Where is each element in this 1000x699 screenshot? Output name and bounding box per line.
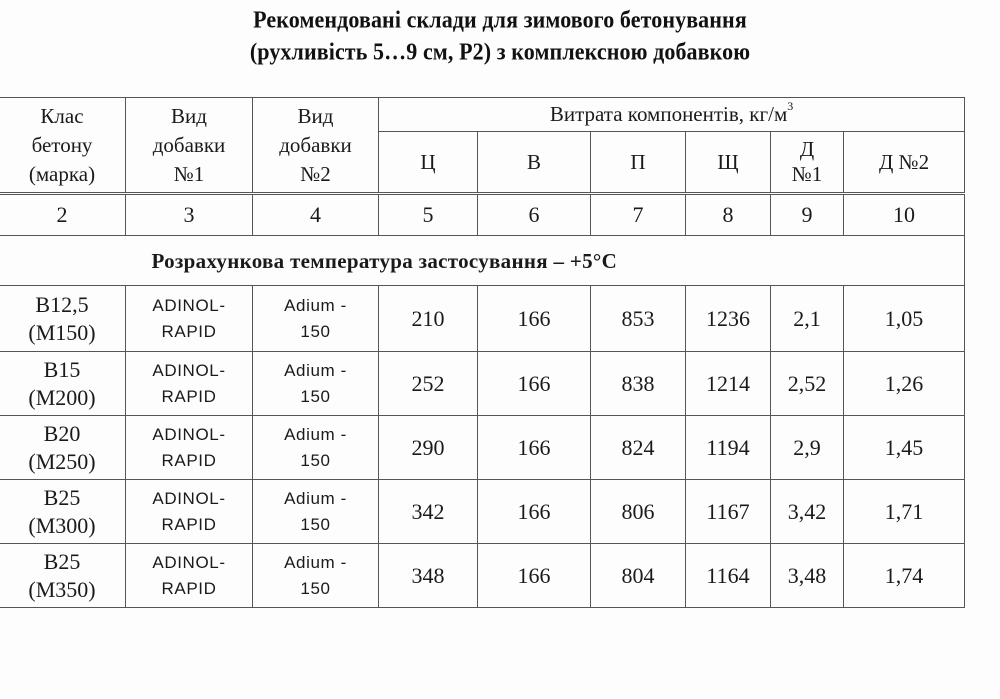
sand: 824 [591, 416, 686, 480]
water: 166 [478, 544, 591, 608]
table-row [0, 544, 965, 608]
water: 166 [478, 480, 591, 544]
header-additive-d1: Д №1 [771, 132, 844, 194]
header-water: В [478, 132, 591, 194]
additive-d1: 3,42 [771, 480, 844, 544]
water: 166 [478, 352, 591, 416]
header-gravel: Щ [686, 132, 771, 194]
additive-2: Adium - 150 [253, 416, 379, 480]
concrete-class: В20 (М250) [0, 416, 126, 480]
additive-2: Adium - 150 [253, 286, 379, 352]
additive-d1: 2,9 [771, 416, 844, 480]
sand: 804 [591, 544, 686, 608]
additive-1: ADINOL- RAPID [126, 480, 253, 544]
additive-2: Adium - 150 [253, 480, 379, 544]
additive-1: ADINOL- RAPID [126, 544, 253, 608]
header-cement: Ц [379, 132, 478, 194]
additive-d2: 1,71 [844, 480, 965, 544]
header-additive-d2: Д №2 [844, 132, 965, 194]
cement: 342 [379, 480, 478, 544]
table-row [0, 480, 965, 544]
gravel: 1214 [686, 352, 771, 416]
sand: 838 [591, 352, 686, 416]
additive-d1: 2,52 [771, 352, 844, 416]
header-component-consumption: Витрата компонентів, $кг/м^3$ [379, 98, 965, 132]
header-additive-2: Вид добавки №2 [253, 98, 379, 194]
sand: 853 [591, 286, 686, 352]
gravel: 1236 [686, 286, 771, 352]
additive-d2: 1,05 [844, 286, 965, 352]
title-line-1: Рекомендовані склади для зимового бетонування [253, 5, 747, 33]
column-number-row: 2 3 4 5 6 7 8 9 10 [0, 194, 965, 236]
concrete-class: В15 (М200) [0, 352, 126, 416]
header-sand: П [591, 132, 686, 194]
concrete-class: В25 (М350) [0, 544, 126, 608]
additive-d2: 1,26 [844, 352, 965, 416]
water: 166 [478, 416, 591, 480]
gravel: 1194 [686, 416, 771, 480]
additive-2: Adium - 150 [253, 544, 379, 608]
cement: 210 [379, 286, 478, 352]
additive-d2: 1,74 [844, 544, 965, 608]
additive-2: Adium - 150 [253, 352, 379, 416]
concrete-mix-table [0, 97, 965, 608]
additive-d1: 2,1 [771, 286, 844, 352]
cement: 348 [379, 544, 478, 608]
document-title [0, 4, 1000, 68]
section-title: Розрахункова температура застосування – +5°С [0, 236, 965, 286]
additive-d2: 1,45 [844, 416, 965, 480]
sand: 806 [591, 480, 686, 544]
concrete-class: В12,5 (М150) [0, 286, 126, 352]
header-concrete-class: Клас бетону (марка) [0, 98, 126, 194]
gravel: 1167 [686, 480, 771, 544]
additive-d1: 3,48 [771, 544, 844, 608]
table-row [0, 352, 965, 416]
table-row [0, 416, 965, 480]
cement: 290 [379, 416, 478, 480]
cement: 252 [379, 352, 478, 416]
additive-1: ADINOL- RAPID [126, 286, 253, 352]
table-row [0, 286, 965, 352]
header-additive-1: Вид добавки №1 [126, 98, 253, 194]
water: 166 [478, 286, 591, 352]
gravel: 1164 [686, 544, 771, 608]
concrete-class: В25 (М300) [0, 480, 126, 544]
additive-1: ADINOL- RAPID [126, 352, 253, 416]
title-line-2: (рухливість 5…9 см, Р2) з комплексною добавкою [249, 37, 751, 65]
additive-1: ADINOL- RAPID [126, 416, 253, 480]
